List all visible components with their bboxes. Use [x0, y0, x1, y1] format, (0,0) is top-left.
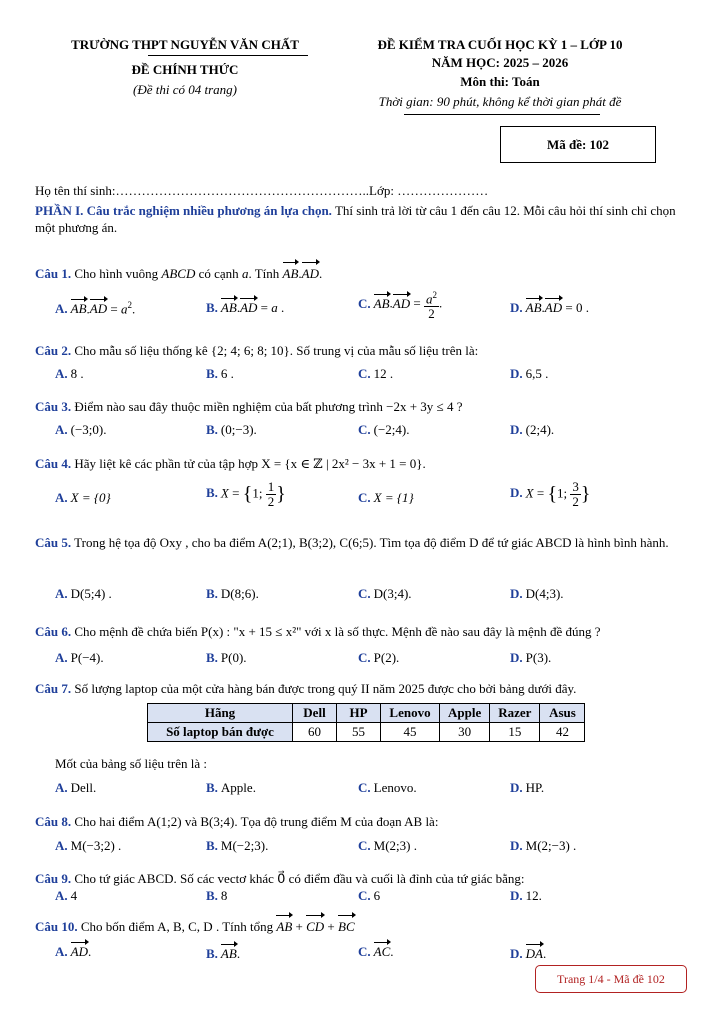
option-label: B. [206, 888, 218, 903]
option-label: A. [55, 650, 68, 665]
q7-option-a[interactable] [55, 780, 96, 796]
exam-title: ĐỀ KIỂM TRA CUỐI HỌC KỲ 1 – LỚP 10 [377, 37, 623, 52]
option-label: A. [55, 944, 68, 959]
option-label: B. [206, 422, 218, 437]
fraction: $\frac{1}{2}$ [267, 479, 275, 509]
option-label: C. [358, 650, 371, 665]
table-cell: 42 [540, 723, 585, 742]
question-8 [35, 812, 695, 832]
q10-option-c[interactable]: C. AC. [358, 944, 394, 959]
table-header: Asus [540, 704, 585, 723]
table-row-label: Số laptop bán được [148, 723, 293, 742]
option-text: P(2). [373, 650, 400, 665]
q3-option-d[interactable] [510, 422, 554, 438]
footer-text: Trang 1/4 - Mã đề 102 [557, 972, 665, 986]
q4-option-c[interactable] [358, 490, 414, 506]
option-label: D. [510, 946, 523, 961]
option-label: C. [358, 366, 371, 381]
option-label: D. [510, 780, 523, 795]
q1-option-c[interactable]: C. AB.AD = $\frac{a^2}{2}$ . [358, 290, 443, 322]
question-7 [35, 679, 695, 699]
school-underline [148, 55, 308, 56]
table-cell: 15 [490, 723, 540, 742]
option-label: A. [55, 422, 68, 437]
option-text: (−2;4). [373, 422, 410, 437]
option-label: D. [510, 888, 523, 903]
part1-title: PHẦN I. Câu trắc nghiệm nhiều phương án lựa chọn. [35, 203, 332, 218]
exam-code: Mã đề: 102 [546, 137, 610, 152]
question-number: Câu 1. [35, 266, 72, 281]
question-number: Câu 8. [35, 814, 72, 829]
q6-option-d[interactable] [510, 650, 551, 666]
q6-option-c[interactable] [358, 650, 399, 666]
table-header: HP [337, 704, 381, 723]
option-label: C. [358, 780, 371, 795]
table-cell: 30 [440, 723, 490, 742]
pages-note: (Đề thi có 04 trang) [133, 82, 237, 97]
option-text: P(3). [525, 650, 552, 665]
q2-option-a[interactable] [55, 366, 84, 382]
option-label: D. [510, 422, 523, 437]
question-number: Câu 7. [35, 681, 72, 696]
question-number: Câu 2. [35, 343, 72, 358]
question-number: Câu 4. [35, 456, 72, 471]
vec-ad: AD [302, 264, 319, 284]
option-text: 8 . [70, 366, 84, 381]
option-text: D(5;4) . [70, 586, 112, 601]
q7-option-d[interactable] [510, 780, 544, 796]
exam-code-box [500, 126, 656, 163]
option-label: C. [358, 295, 371, 311]
option-label: A. [55, 780, 68, 795]
option-label: A. [55, 838, 68, 853]
q1-text2: có cạnh [195, 266, 242, 281]
fraction: $\frac{3}{2}$ [572, 479, 579, 509]
table-cell: 45 [381, 723, 440, 742]
option-label: B. [206, 946, 218, 961]
option-label: A. [55, 586, 68, 601]
school-year: NĂM HỌC: 2025 – 2026 [431, 55, 569, 70]
q10-option-d[interactable]: D. DA. [510, 946, 547, 961]
question-text: Hãy liệt kê các phần tử của tập hợp X = {x ∈ ℤ | 2x² − 3x + 1 = 0}. [71, 456, 426, 471]
table-header: Apple [440, 704, 490, 723]
question-text: Cho mệnh đề chứa biến P(x) : "x + 15 ≤ x²" với x là số thực. Mệnh đề nào sau đây là mệnh đề đúng ? [71, 624, 601, 639]
q2-option-b[interactable] [206, 366, 234, 382]
option-text: Lenovo. [373, 780, 417, 795]
subject: Môn thi: Toán [460, 74, 540, 89]
table-header: Razer [490, 704, 540, 723]
option-text: 6,5 . [525, 366, 549, 381]
option-text: 4 [70, 888, 78, 903]
option-text: 6 [373, 888, 381, 903]
option-text: X = {1} [373, 490, 414, 505]
q7-option-c[interactable] [358, 780, 417, 796]
table-cell: 60 [293, 723, 337, 742]
q8-option-d[interactable] [510, 838, 576, 854]
question-3 [35, 397, 695, 417]
q4-option-a[interactable] [55, 490, 111, 506]
question-text: Cho hai điểm A(1;2) và B(3;4). Tọa độ trung điểm M của đoạn AB là: [71, 814, 439, 829]
table-row [148, 723, 585, 742]
question-number: Câu 5. [35, 535, 72, 550]
table-header-row [148, 704, 585, 723]
page-footer [535, 965, 687, 993]
question-9 [35, 869, 695, 889]
option-text: 6 . [220, 366, 234, 381]
question-text: Số lượng laptop của một cửa hàng bán được trong quý II năm 2025 được cho bởi bảng dưới đây. [71, 681, 577, 696]
q8-option-c[interactable] [358, 838, 417, 854]
option-label: B. [206, 485, 218, 501]
option-label: D. [510, 485, 523, 501]
part1-instruction: Thí sinh trả lời từ câu 1 đến câu 12. Mỗi câu hỏi thí sinh chỉ chọn một phương án. [35, 203, 676, 235]
option-text: (2;4). [525, 422, 555, 437]
option-label: B. [206, 838, 218, 853]
question-text: Trong hệ tọa độ Oxy , cho ba điểm A(2;1), B(3;2), C(6;5). Tìm tọa độ điểm D để tứ giác ABCD là hình bình hành. [71, 535, 669, 550]
question-1: Câu 1. Cho hình vuông ABCD có cạnh a. Tính AB.AD. [35, 264, 695, 284]
q1-text: Cho hình vuông [71, 266, 162, 281]
option-label: C. [358, 490, 371, 505]
question-6 [35, 622, 695, 642]
option-text: M(2;−3) . [525, 838, 577, 853]
q1-option-d[interactable]: D. AB.AD = 0 . [510, 300, 589, 315]
question-text: Điểm nào sau đây thuộc miền nghiệm của bất phương trình −2x + 3y ≤ 4 ? [71, 399, 463, 414]
q5-option-b[interactable] [206, 586, 259, 602]
q7-mode-text: Mốt của bảng số liệu trên là : [55, 756, 207, 771]
table-header: Lenovo [381, 704, 440, 723]
option-label: D. [510, 366, 523, 381]
option-label: B. [206, 780, 218, 795]
table-header: Dell [293, 704, 337, 723]
q5-option-a[interactable] [55, 586, 112, 602]
table-cell: 55 [337, 723, 381, 742]
option-text: D(3;4). [373, 586, 412, 601]
q2-option-d[interactable] [510, 366, 548, 382]
option-label: C. [358, 838, 371, 853]
option-text: Apple. [220, 780, 256, 795]
option-text: HP. [525, 780, 545, 795]
option-text: X = {0} [70, 490, 111, 505]
question-number: Câu 9. [35, 871, 72, 886]
q2-option-c[interactable] [358, 366, 393, 382]
q4-option-b[interactable]: B. X = {1; $\frac{1}{2}$ } [206, 479, 286, 509]
q10-option-b[interactable]: B. AB. [206, 946, 241, 961]
option-label: C. [358, 944, 371, 959]
q1-option-a[interactable]: A. $AB.AD = a^2$. [55, 300, 136, 317]
question-number: Câu 6. [35, 624, 72, 639]
q6-option-b[interactable] [206, 650, 247, 666]
part1-heading [35, 202, 695, 236]
q10-option-a[interactable]: A. AD. [55, 944, 92, 959]
student-line: Họ tên thí sinh:…………………………………………………..Lớp: ………………… [35, 183, 489, 198]
q3-option-c[interactable] [358, 422, 410, 438]
time-underline [404, 114, 600, 115]
option-text: 12. [525, 888, 542, 903]
q9-option-b[interactable] [206, 888, 227, 904]
option-text: D(8;6). [220, 586, 259, 601]
official-label: ĐỀ CHÍNH THỨC [131, 62, 239, 77]
question-number: Câu 3. [35, 399, 72, 414]
option-label: A. [55, 888, 68, 903]
option-label: A. [55, 301, 68, 317]
option-text: D(4;3). [525, 586, 564, 601]
option-label: B. [206, 586, 218, 601]
question-text: Cho tứ giác ABCD. Số các vectơ khác 0⃗ có điểm đầu và cuối là đỉnh của tứ giác bằng: [71, 871, 525, 886]
option-label: B. [206, 300, 218, 315]
q1-abcd: ABCD [161, 266, 196, 281]
q1-option-b[interactable]: B. AB.AD = a . [206, 300, 285, 315]
q3-option-a[interactable] [55, 422, 107, 438]
q1-text3: . Tính [248, 266, 283, 281]
q5-option-d[interactable] [510, 586, 564, 602]
fraction: $\frac{a^2}{2}$ [425, 290, 437, 322]
option-label: A. [55, 366, 68, 381]
q9-option-a[interactable] [55, 888, 77, 904]
option-text: 8 [220, 888, 228, 903]
exam-time: Thời gian: 90 phút, không kể thời gian phát đề [378, 94, 622, 109]
q1-a: a [241, 266, 249, 281]
option-text: Dell. [70, 780, 97, 795]
q6-option-a[interactable] [55, 650, 104, 666]
q8-option-a[interactable] [55, 838, 121, 854]
option-text: M(−2;3). [220, 838, 269, 853]
table-header: Hãng [148, 704, 293, 723]
question-text: Cho mẫu số liệu thống kê {2; 4; 6; 8; 10}. Số trung vị của mẫu số liệu trên là: [71, 343, 479, 358]
q3-option-b[interactable] [206, 422, 257, 438]
q8-option-b[interactable] [206, 838, 268, 854]
option-text: (0;−3). [220, 422, 257, 437]
option-label: C. [358, 888, 371, 903]
vec-ab: AB [283, 264, 299, 284]
option-label: B. [206, 650, 218, 665]
option-text: 12 . [373, 366, 394, 381]
option-text: M(−3;2) . [70, 838, 122, 853]
option-text: P(−4). [70, 650, 104, 665]
laptop-sales-table [147, 703, 585, 742]
option-label: C. [358, 586, 371, 601]
option-label: D. [510, 650, 523, 665]
option-label: A. [55, 490, 68, 505]
question-text: Cho bốn điểm A, B, C, D . Tính tổng [77, 919, 277, 934]
q5-option-c[interactable] [358, 586, 412, 602]
option-text: (−3;0). [70, 422, 107, 437]
q9-option-c[interactable] [358, 888, 380, 904]
question-4 [35, 454, 695, 474]
q9-option-d[interactable] [510, 888, 542, 904]
school-name: TRƯỜNG THPT NGUYỄN VĂN CHẤT [71, 37, 299, 52]
option-label: D. [510, 300, 523, 315]
option-label: C. [358, 422, 371, 437]
question-10: Câu 10. Cho bốn điểm A, B, C, D . Tính tổng AB + CD + BC [35, 917, 695, 937]
question-2 [35, 341, 695, 361]
option-text: P(0). [220, 650, 247, 665]
q7-option-b[interactable] [206, 780, 256, 796]
option-label: B. [206, 366, 218, 381]
q4-option-d[interactable]: D. X = {1; $\frac{3}{2}$ } [510, 479, 591, 509]
option-text: M(2;3) . [373, 838, 417, 853]
question-5 [35, 531, 695, 555]
option-label: D. [510, 586, 523, 601]
option-label: D. [510, 838, 523, 853]
question-number: Câu 10. [35, 919, 78, 934]
